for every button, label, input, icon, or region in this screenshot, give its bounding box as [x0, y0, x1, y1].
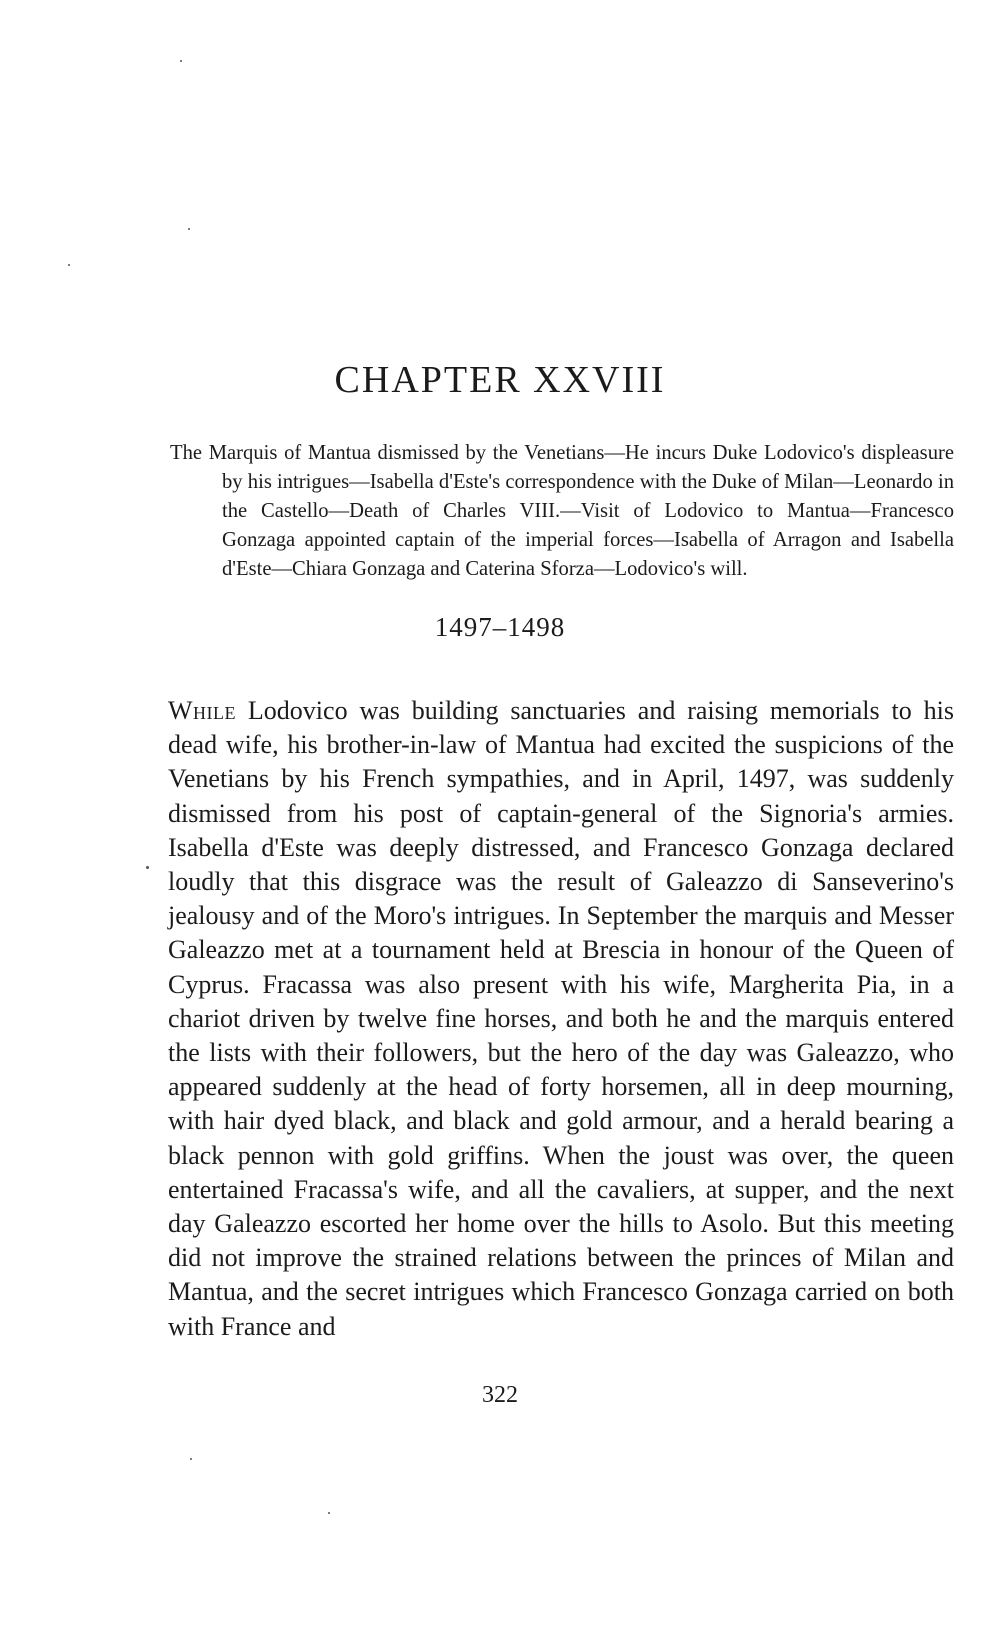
paper-speck	[190, 1458, 192, 1460]
page-number: 322	[482, 1382, 518, 1408]
chapter-years: 1497–1498	[434, 612, 566, 642]
lead-word: While	[168, 696, 237, 725]
paper-speck	[328, 1512, 330, 1514]
chapter-title: CHAPTER XXVIII	[334, 359, 666, 402]
paper-speck	[180, 60, 182, 62]
paper-speck	[68, 264, 70, 266]
body-paragraph	[168, 694, 954, 1344]
paper-speck	[188, 228, 190, 230]
chapter-summary: The Marquis of Mantua dismissed by the Venetians—He incurs Duke Lodovico's displeasure by his intrigues—Isabella d'Este's correspondence with the Duke of Milan—Leonardo in the Castello—Death of Charles VIII.—Visit of Lodovico to Mantua—Francesco Gonzaga appointed captain of the imperial forces—Isabella of Arragon and Isabella d'Este—Chiara Gonzaga and Caterina Sforza—Lodovico's will.	[170, 441, 954, 580]
paper-speck	[146, 866, 149, 869]
body-text: Lodovico was building sanctuaries and raising memorials to his dead wife, his brother-in-law of Mantua had excited the suspicions of the Venetians by his French sympathies, and in April, 1497, was suddenly dismissed from his post of captain-general of the Signoria's armies. Isabella d'Este was deeply distressed, and Francesco Gonzaga declared loudly that this disgrace was the result of Galeazzo di Sanseverino's jealousy and of the Moro's intrigues. In September the marquis and Messer Galeazzo met at a tournament held at Brescia in honour of the Queen of Cyprus. Fracassa was also present with his wife, Margherita Pia, in a chariot driven by twelve fine horses, and both he and the marquis entered the lists with their followers, but the hero of the day was Galeazzo, who appeared suddenly at the head of forty horsemen, all in deep mourning, with hair dyed black, and black and gold armour, and a herald bearing a black pennon with gold griffins. When the joust was over, the queen entertained Fracassa's wife, and all the cavaliers, at supper, and the next day Galeazzo escorted her home over the hills to Asolo. But this meeting did not improve the strained relations between the princes of Milan and Mantua, and the secret intrigues which Francesco Gonzaga carried on both with France and	[168, 696, 954, 1341]
